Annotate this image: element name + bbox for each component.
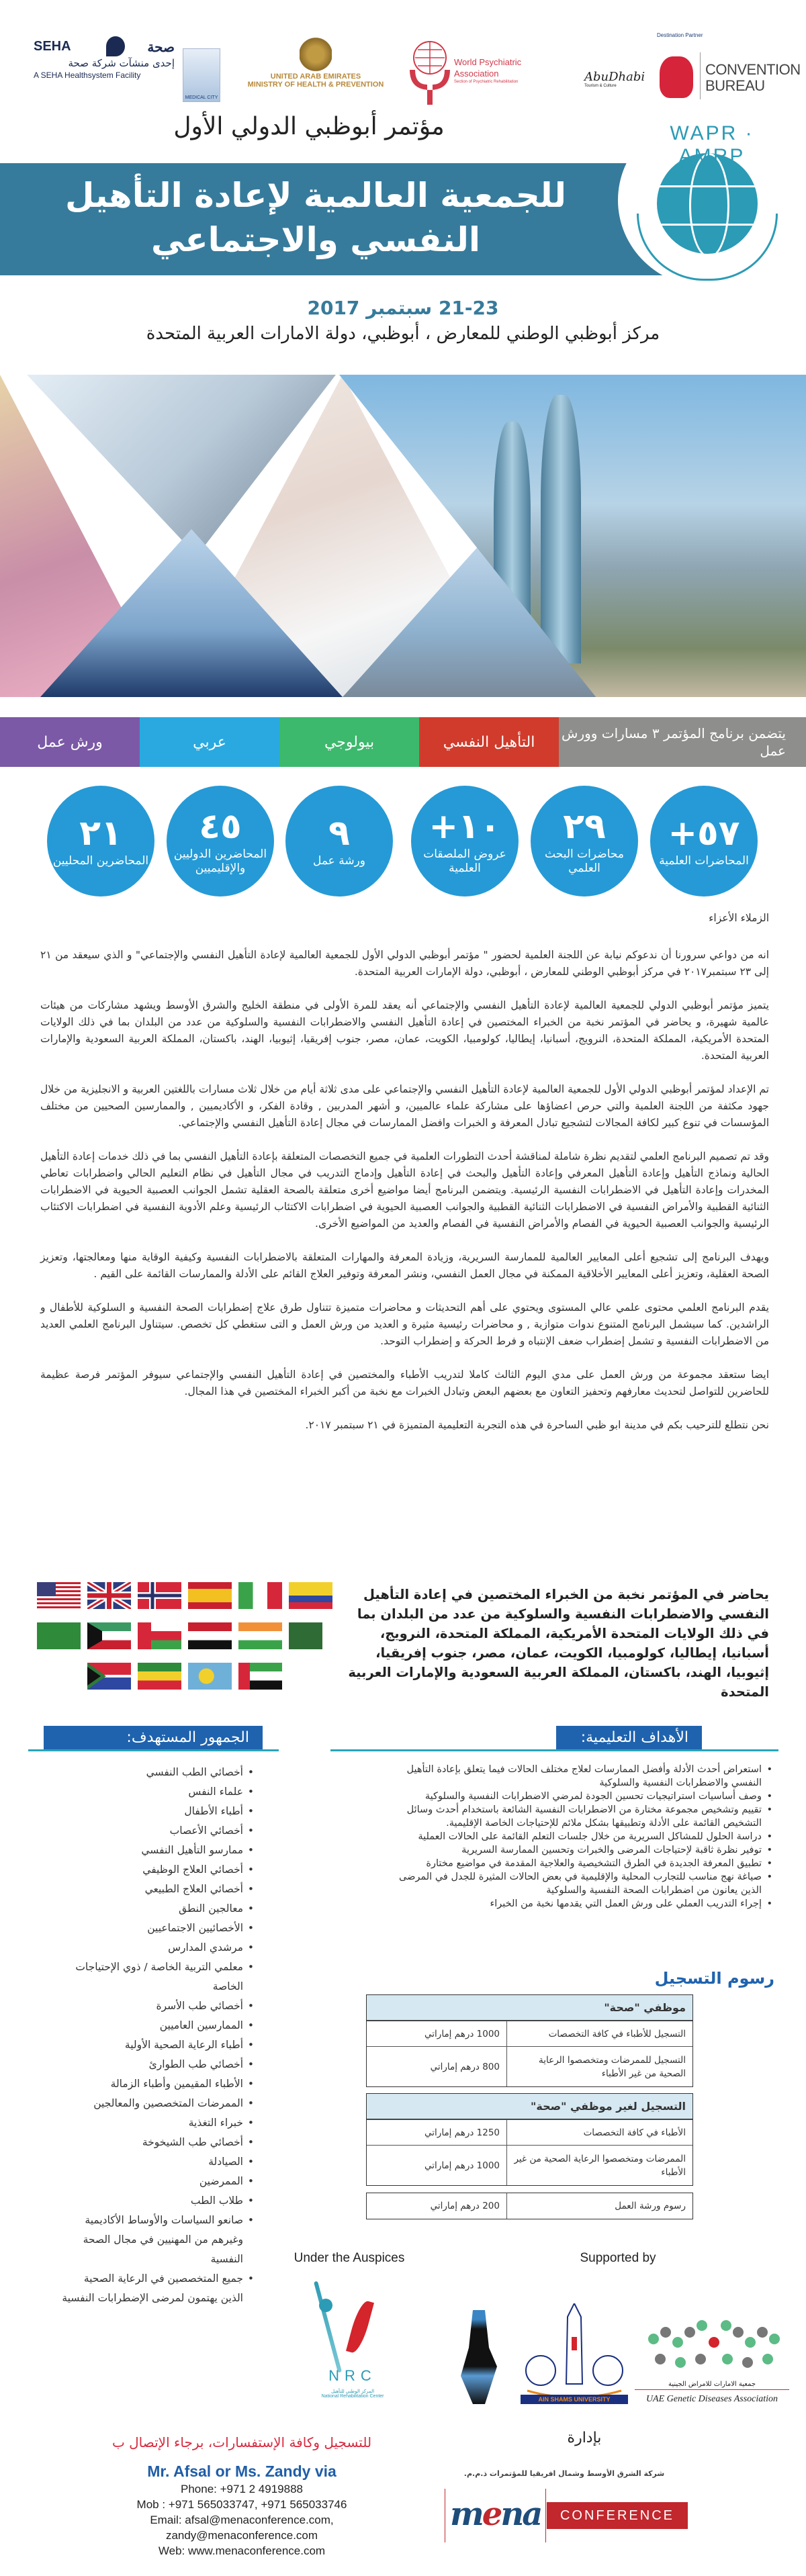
bureau-label: BUREAU <box>705 77 765 94</box>
falcon-figure-icon <box>457 2310 497 2404</box>
audience-item: • الممرضين <box>60 2172 255 2191</box>
wapr-logo <box>618 113 799 287</box>
fee-group-header: موظفي "صحة" <box>367 1995 692 2021</box>
fee-table-workshop <box>366 2193 693 2219</box>
auspices-title: Under the Auspices <box>294 2251 405 2265</box>
objective-item: • استعراض أحدث الأدلة وأفضل الممارسات لعلاج مختلف الحالات فيما يتعلق بإعادة التأهيل النفسي والاضطرابات النفسية والسلوكية <box>376 1763 772 1790</box>
stat-number: ٢٩ <box>563 806 606 847</box>
flag-oman-icon <box>138 1622 181 1649</box>
seha-logo <box>34 39 175 80</box>
conference-tracks <box>0 717 806 767</box>
fee-category: التسجيل للأطباء في كافة التخصصات <box>506 2021 692 2046</box>
fee-row <box>367 2119 692 2145</box>
fees-title: رسوم التسجيل <box>654 1969 774 1988</box>
abudhabi-brand: AbuDhabi <box>584 70 645 84</box>
audience-item: • أخصائي العلاج الطبيعي <box>60 1880 255 1899</box>
mena-conference-logo <box>445 2489 686 2542</box>
abudhabi-badge-icon <box>660 56 693 98</box>
invitation-letter <box>40 910 769 1451</box>
abudhabi-brand-sub: Tourism & Culture <box>584 84 617 88</box>
stat-scientific-lectures <box>650 786 758 896</box>
track-arabic: عربي <box>140 717 279 767</box>
audience-item: • معالجين النطق <box>60 1899 255 1919</box>
khalifa-medical-city-logo <box>183 48 220 102</box>
contact-phone[interactable]: Phone: +971 2 4919888 <box>181 2483 303 2495</box>
nrc-name-en: National Rehabilitation Center <box>321 2394 384 2399</box>
uae-ministry-logo <box>238 32 393 89</box>
audience-item: • أخصائي طب الشيخوخة <box>60 2133 255 2152</box>
stat-research-lectures <box>531 786 638 896</box>
speakers-text: يحاضر في المؤتمر نخبة من الخبراء المختصين في إعادة التأهيل النفسي والاضطرابات النفسية والسلوكية من عدد من البلدان بما في ذلك الولايات المتحدة الأمريكية، المملكة المتحدة، النرويج، أسبانيا، إيطاليا، كولومبيا، الكويت، عمان، مصر، جنوب إفريقيا، إثيوبيا، الهند، باكستان، المملكة العربية السعودية والإمارات العربية المتحدة <box>348 1587 769 1700</box>
stat-number: ٤٥ <box>199 806 242 847</box>
audience-item: • أخصائي العلاج الوظيفي <box>60 1860 255 1880</box>
fee-group-header: التسجيل لغير موظفي "صحة" <box>367 2094 692 2119</box>
conference-venue: مركز أبوظبي الوطني للمعارض ، أبوظبي، دولة الامارات العربية المتحدة <box>146 324 660 344</box>
country-flags <box>37 1582 326 1716</box>
audience-item: • خبراء التغذية <box>60 2113 255 2133</box>
stat-international-speakers <box>167 786 274 896</box>
track-biological: بيولوجي <box>279 717 419 767</box>
contact-persons: Mr. Afsal or Ms. Zandy via <box>147 2463 337 2480</box>
stat-workshops <box>285 786 393 896</box>
conference-pre-title: مؤتمر أبوظبي الدولي الأول <box>173 113 445 140</box>
audience-item: • الممارسين العاميين <box>60 2016 255 2035</box>
ugda-name-en: UAE Genetic Diseases Association <box>645 2394 778 2404</box>
mena-wordmark: mena <box>450 2495 541 2533</box>
convention-label: CONVENTION <box>705 61 801 78</box>
seha-name-ar: صحة <box>147 40 175 55</box>
fee-price: 1000 درهم إماراتي <box>424 2028 500 2039</box>
audience-item: • جميع المتخصصين في الرعاية الصحية الذين يهتمون لمرضى الإضطرابات النفسية <box>60 2269 255 2308</box>
flag-ethiopia-icon <box>138 1663 181 1690</box>
flag-uae-icon <box>238 1663 282 1690</box>
audience-item: • الصيادلة <box>60 2152 255 2172</box>
audience-item: • ممارسو التأهيل النفسي <box>60 1841 255 1860</box>
flag-united-kingdom-icon <box>87 1582 131 1609</box>
conference-stats <box>0 786 806 900</box>
asu-name: AIN SHAMS UNIVERSITY <box>521 2395 628 2404</box>
fee-row <box>367 2021 692 2046</box>
audience-item: • طلاب الطب <box>60 2191 255 2211</box>
nrc-logo <box>312 2280 393 2401</box>
seha-tagline-ar: إحدى منشآت شركة صحة <box>68 57 175 69</box>
logo-divider <box>700 52 701 99</box>
conference-main-title: للجمعية العالمية لإعادة التأهيل النفسي والاجتماعي <box>65 176 566 259</box>
seha-name-en: SEHA <box>34 39 71 54</box>
obelisk-emblem-icon <box>521 2303 628 2404</box>
track-psych-rehab: التأهيل النفسي <box>419 717 559 767</box>
audience-item: • أخصائي الطب النفسي <box>60 1763 255 1782</box>
fee-price: 1250 درهم إماراتي <box>424 2127 500 2138</box>
fee-category: رسوم ورشة العمل <box>506 2193 692 2219</box>
stat-label: محاضرات البحث العلمي <box>545 847 624 875</box>
audience-item: • أخصائي طب الأسرة <box>60 1996 255 2016</box>
fee-category: الأطباء في كافة التخصصات <box>506 2120 692 2145</box>
audience-item: • صانعو السياسات والأوساط الأكاديمية وغيرهم من المهنيين في مجال الصحة النفسية <box>60 2211 255 2269</box>
stat-number: ٥٧+ <box>668 813 740 854</box>
uae-ministry-line1: UNITED ARAB EMIRATES <box>270 73 361 81</box>
audience-item: • علماء النفس <box>60 1782 255 1802</box>
management-company-ar: شركة الشرق الأوسط وشمال افريقيا للمؤتمرات ذ.م.م. <box>463 2469 665 2478</box>
stat-label: ورشة عمل <box>312 854 366 868</box>
letter-paragraph: انه من دواعي سرورنا أن ندعوكم نيابة عن اللجنة العلمية لحضور " مؤتمر أبوظبي الدولي الأول للجمعية العالمية لإعادة التأهيل النفسي والإجتماعي" و الذي سيعقد من ٢١ إلى ٢٣ سبتمبر٢٠١٧ في مركز أبوظبي الوطني للمعارض ، أبوظبي، دولة الإمارات العربية المتحدة. <box>40 949 769 978</box>
audience-rule <box>28 1749 279 1751</box>
flag-kuwait-icon <box>87 1622 131 1649</box>
nrc-name: NRC <box>328 2367 377 2384</box>
objectives-rule <box>330 1749 778 1751</box>
contact-email-1[interactable]: Email: afsal@menaconference.com, <box>150 2514 334 2526</box>
flag-pakistan-icon <box>289 1622 322 1649</box>
stat-number: ١٠+ <box>429 806 501 847</box>
fee-row <box>367 2193 692 2219</box>
seha-tagline-en: A SEHA Healthsystem Facility <box>34 71 141 80</box>
letter-paragraph: يتميز مؤتمر أبوظبي الدولي للجمعية العالمية لإعادة التأهيل النفسي والإجتماعي أنه يعقد للمرة الأولى في منطقة الخليج والشرق الأوسط ويشهد مشاركات من هيئات عالمية شهيرة، و يحاضر في المؤتمر نخبة من الخبراء المختصين في إعادة التأهيل النفسي والاضطرابات النفسية والسلوكية من عدد من البلدان بما في ذلك الولايات المتحدة الأمريكية، المملكة المتحدة، النرويج، أسبانيا، إيطاليا، كولومبيا، الكويت، عمان، مصر، جنوب إفريقيا، إثيوبيا، الهند، باكستان، المملكة العربية السعودية والإمارات العربية المتحدة. <box>40 999 769 1062</box>
audience-item: • الممرضات المتخصصين والمعالجين <box>60 2094 255 2113</box>
sponsor-logos <box>0 20 806 100</box>
ain-shams-university-logo <box>457 2303 625 2404</box>
tracks-intro: يتضمن برنامج المؤتمر ٣ مسارات وورش عمل <box>559 717 806 767</box>
uae-ministry-line2: MINISTRY OF HEALTH & PREVENTION <box>247 81 384 89</box>
wpa-line2: Association <box>454 68 499 79</box>
audience-item: • مرشدي المدارس <box>60 1938 255 1958</box>
stat-label: عروض الملصقات العلمية <box>423 847 506 875</box>
flag-south-africa-icon <box>87 1663 131 1690</box>
flag-italy-icon <box>238 1582 282 1609</box>
audience-heading: الجمهور المستهدف: <box>44 1726 263 1751</box>
photo-collage <box>0 368 806 697</box>
seha-mark-icon <box>106 36 125 56</box>
stat-poster-presentations <box>411 786 519 896</box>
contact-mobile[interactable]: Mob : +971 565033747, +971 565033746 <box>136 2498 347 2511</box>
objectives-heading: الأهداف التعليمية: <box>556 1726 702 1751</box>
audience-item: • أطباء الأطفال <box>60 1802 255 1821</box>
nrc-name-ar: المركز الوطني للتأهيل <box>330 2389 375 2394</box>
audience-item: • أخصائي طب الطوارئ <box>60 2055 255 2074</box>
letter-paragraph: نحن نتطلع للترحيب بكم في مدينة ابو ظبي الساحرة في هذه التجربة التعليمية المتميزة في ٢١ سبتمبر ٢٠١٧. <box>305 1419 769 1431</box>
contact-email-2[interactable]: zandy@menaconference.com <box>165 2529 318 2542</box>
audience-item: • أطباء الرعاية الصحية الأولية <box>60 2035 255 2055</box>
track-workshops: ورش عمل <box>0 717 140 767</box>
stat-label: المحاضرين الدوليين والإقليميين <box>173 847 267 875</box>
objective-item: • إجراء التدريب العملي على ورش العمل التي يقدمها نخبة من الخبراء <box>376 1897 772 1911</box>
letter-paragraph: ايضا ستعقد مجموعة من ورش العمل على مدي اليوم الثالث كاملا لتدريب الأطباء والمختصين في إعادة التأهيل النفسي والإجتماعي سيوفر المؤتمر فرصة عظيمة للحاضرين للتواصل لتحديث معارفهم وتحفيز التعاون مع بعضهم البعض وتبادل الخبرات مع نخبة من أكبر الخبراء المختصين في هذا المجال. <box>40 1369 769 1397</box>
letter-paragraph: يقدم البرنامج العلمي محتوى علمي عالي المستوى ويحتوي على أهم التحديثات و محاضرات متميزة تتناول طرق علاج إضطرابات الصحة النفسية و السلوكية للأطفال و الراشدين. كما سيشمل البرنامج المتنوع ندوات متوازية , و محاضرات رئيسية مثيرة و العديد من ورش العمل و التى ستغطي كل تخصص. سيتناول البرنامج العلمي العديد من الاضطرابات النفسية و تشمل إضطراب ضعف الإنتباه و فرط الحركة و إضطراب التوحد. <box>40 1301 769 1347</box>
flag-palau-icon <box>188 1663 232 1690</box>
objective-item: • تقييم وتشخيص مجموعة مختارة من الاضطرابات النفسية الشائعة باستخدام أحدث وسائل التشخيص القائمة على الأدلة وتطبيقها بشكل ملائم للإحتياجات الخاصة الإقليمية. <box>376 1803 772 1830</box>
fee-category: الممرضات ومتخصصوا الرعاية الصحية من غير الأطباء <box>506 2146 692 2185</box>
audience-item: • أخصائي الأعصاب <box>60 1821 255 1841</box>
objective-item: • دراسة الحلول للمشاكل السريرية من خلال جلسات التعلم القائمة على الحالات العملية <box>376 1830 772 1843</box>
audience-item: • معلمي التربية الخاصة / ذوي الإحتياجات الخاصة <box>60 1958 255 1996</box>
fee-category: التسجيل للممرضات ومتخصصوا الرعاية الصحية من غير الأطباء <box>506 2047 692 2086</box>
wapr-text: WAPR · AMRP <box>670 122 754 167</box>
objective-item: • توفير نظرة ثاقبة لإحتياجات المرضى والخبرات وتحسين الممارسة السريرية <box>376 1843 772 1857</box>
fee-price: 800 درهم إماراتي <box>430 2061 500 2072</box>
mena-conference-label: CONFERENCE <box>547 2502 688 2529</box>
stat-label: المحاضرات العلمية <box>659 854 749 868</box>
flag-spain-icon <box>188 1582 232 1609</box>
supported-title: Supported by <box>580 2251 656 2265</box>
letter-paragraph: وقد تم تصميم البرنامج العلمي لتقديم نظرة شاملة لمناقشة أحدث التطورات العلمية في جميع التخصصات المتعلقة بإعادة التأهيل النفسي بما في ذلك خدمات إعادة التأهيل الحالية ونماذج التأهيل وإعادة التأهيل المعرفي وإعادة التأهيل والبحث في إعادة التأهيل وإدماج التدريب في مجال التأهيل في نظام التعليم الحالي واضطرابات تعاطي المخدرات وإعادة التأهيل في الاضطرابات النفسية الرئيسية. ويتضمن البرنامج أيضا مواضيع أخرى متعلقة بالصحة العقلية تشمل الجوانب العصبية الحيوية في الاضطرابات الثنائية القطبية والأمراض النفسية في الاضطرابات الثنائية القطبية والجوانب العصبية الحيوية في اضطرابات الاكتئاب الرئيسية وعلم الأدوية النفسية في اضطرابات الاكتئاب الرئيسية والجوانب العصبية الحيوية في الفصام والأمراض النفسية في الفصام والعديد من المواضيع الأخرى. <box>40 1150 769 1230</box>
kmc-sub: MEDICAL CITY <box>185 95 218 100</box>
flag-colombia-icon <box>289 1582 332 1609</box>
stat-local-speakers <box>47 786 154 896</box>
contact-website[interactable]: Web: www.menaconference.com <box>158 2544 326 2557</box>
wpa-line1: World Psychiatric <box>454 57 522 67</box>
objectives-list <box>376 1763 772 1911</box>
letter-paragraph: ويهدف البرنامج إلى تشجيع أعلى المعايير العالمية للممارسة السريرية، وزيادة المعرفة والمهارات المتعلقة بالاضطرابات النفسية وكيفية الوقاية منها ومعالجتها، وتعزيز الصحة العقلية، وتعزيز أعلى المعايير الأخلاقية الممكنة في مجال العمل النفسي، ونشر المعرفة وتوفير العلاج القائم على الأدلة والممارسات القائمة على القيم . <box>40 1251 769 1280</box>
stat-number: ٩ <box>328 813 350 854</box>
flag-saudi-arabia-icon <box>37 1622 81 1649</box>
conference-dates: 21-23 سبتمبر 2017 <box>307 297 499 319</box>
wpa-logo <box>410 40 557 107</box>
wpa-psi-icon <box>410 40 450 105</box>
fee-table-non-seha <box>366 2093 693 2186</box>
flag-egypt-icon <box>188 1622 232 1649</box>
objective-item: • وصف أساسيات استراتيجيات تحسين الجودة لمرضي الاضطرابات النفسية والسلوكية <box>376 1790 772 1803</box>
fee-row <box>367 2145 692 2185</box>
destination-partner-label: Destination Partner <box>657 32 703 38</box>
uae-eagle-icon <box>300 32 332 73</box>
contact-details <box>67 2461 416 2559</box>
letter-paragraph: تم الإعداد لمؤتمر أبوظبي الدولي الأول للجمعية العالمية لإعادة التأهيل النفسي والإجتماعي على مدى ثلاثة أيام من خلال ثلاث مسارات باللغتين العربية و الانجليزية من خلال جهود مكثفة من اللجنة العلمية والتي حرص اعضاؤها على مشاركة علماء عالميين، و أشهر المدربين , وقادة الفكر، و الأكاديميين , والممارسين الصحيين من مختلف المؤسسات في تنوع كبير لكافة المجالات لتشجيع تبادل المعرفة و الخبرات وافضل الممارسات في مجال إعادة التأهيل النفسي والإجتماعي. <box>40 1083 769 1129</box>
stat-number: ٢١ <box>79 813 122 854</box>
objective-item: • صياغة نهج مناسب للتجارب المحلية والإقليمية في بعض الحالات المثيرة للجدل في المرضى الذين يعانون من اضطرابات الصحة النفسية والسلوكية <box>376 1870 772 1897</box>
wpa-line3: Section of Psychiatric Rehabilitation <box>454 80 519 84</box>
globe-icon <box>657 153 758 254</box>
fee-price: 1000 درهم إماراتي <box>424 2160 500 2171</box>
flag-united-states-icon <box>37 1582 81 1609</box>
fee-row <box>367 2046 692 2086</box>
uae-genetic-diseases-association-logo <box>635 2307 789 2407</box>
flag-india-icon <box>238 1622 282 1649</box>
letter-greeting: الزملاء الأعزاء <box>709 912 769 924</box>
ugda-name-ar: جمعية الامارات للامراض الجينية <box>635 2381 789 2390</box>
audience-item: • الأطباء المقيمين وأطباء الزمالة <box>60 2074 255 2094</box>
audience-list <box>60 1763 255 2308</box>
audience-item: • الأخصائيين الاجتماعيين <box>60 1919 255 1938</box>
fee-price: 200 درهم إماراتي <box>430 2201 500 2211</box>
flag-norway-icon <box>138 1582 181 1609</box>
objective-item: • تطبيق المعرفة الجديدة في الطرق التشخيصية والعلاجية المقدمة في مواضيع مختارة <box>376 1857 772 1870</box>
stat-label: المحاضرين المحليين <box>52 854 149 868</box>
management-label: بإدارة <box>567 2430 602 2446</box>
contact-heading: للتسجيل وكافة الإستفسارات، برجاء الإتصال ب <box>111 2434 372 2450</box>
fee-table-seha-staff <box>366 1994 693 2087</box>
abudhabi-convention-bureau-logo <box>584 32 799 106</box>
